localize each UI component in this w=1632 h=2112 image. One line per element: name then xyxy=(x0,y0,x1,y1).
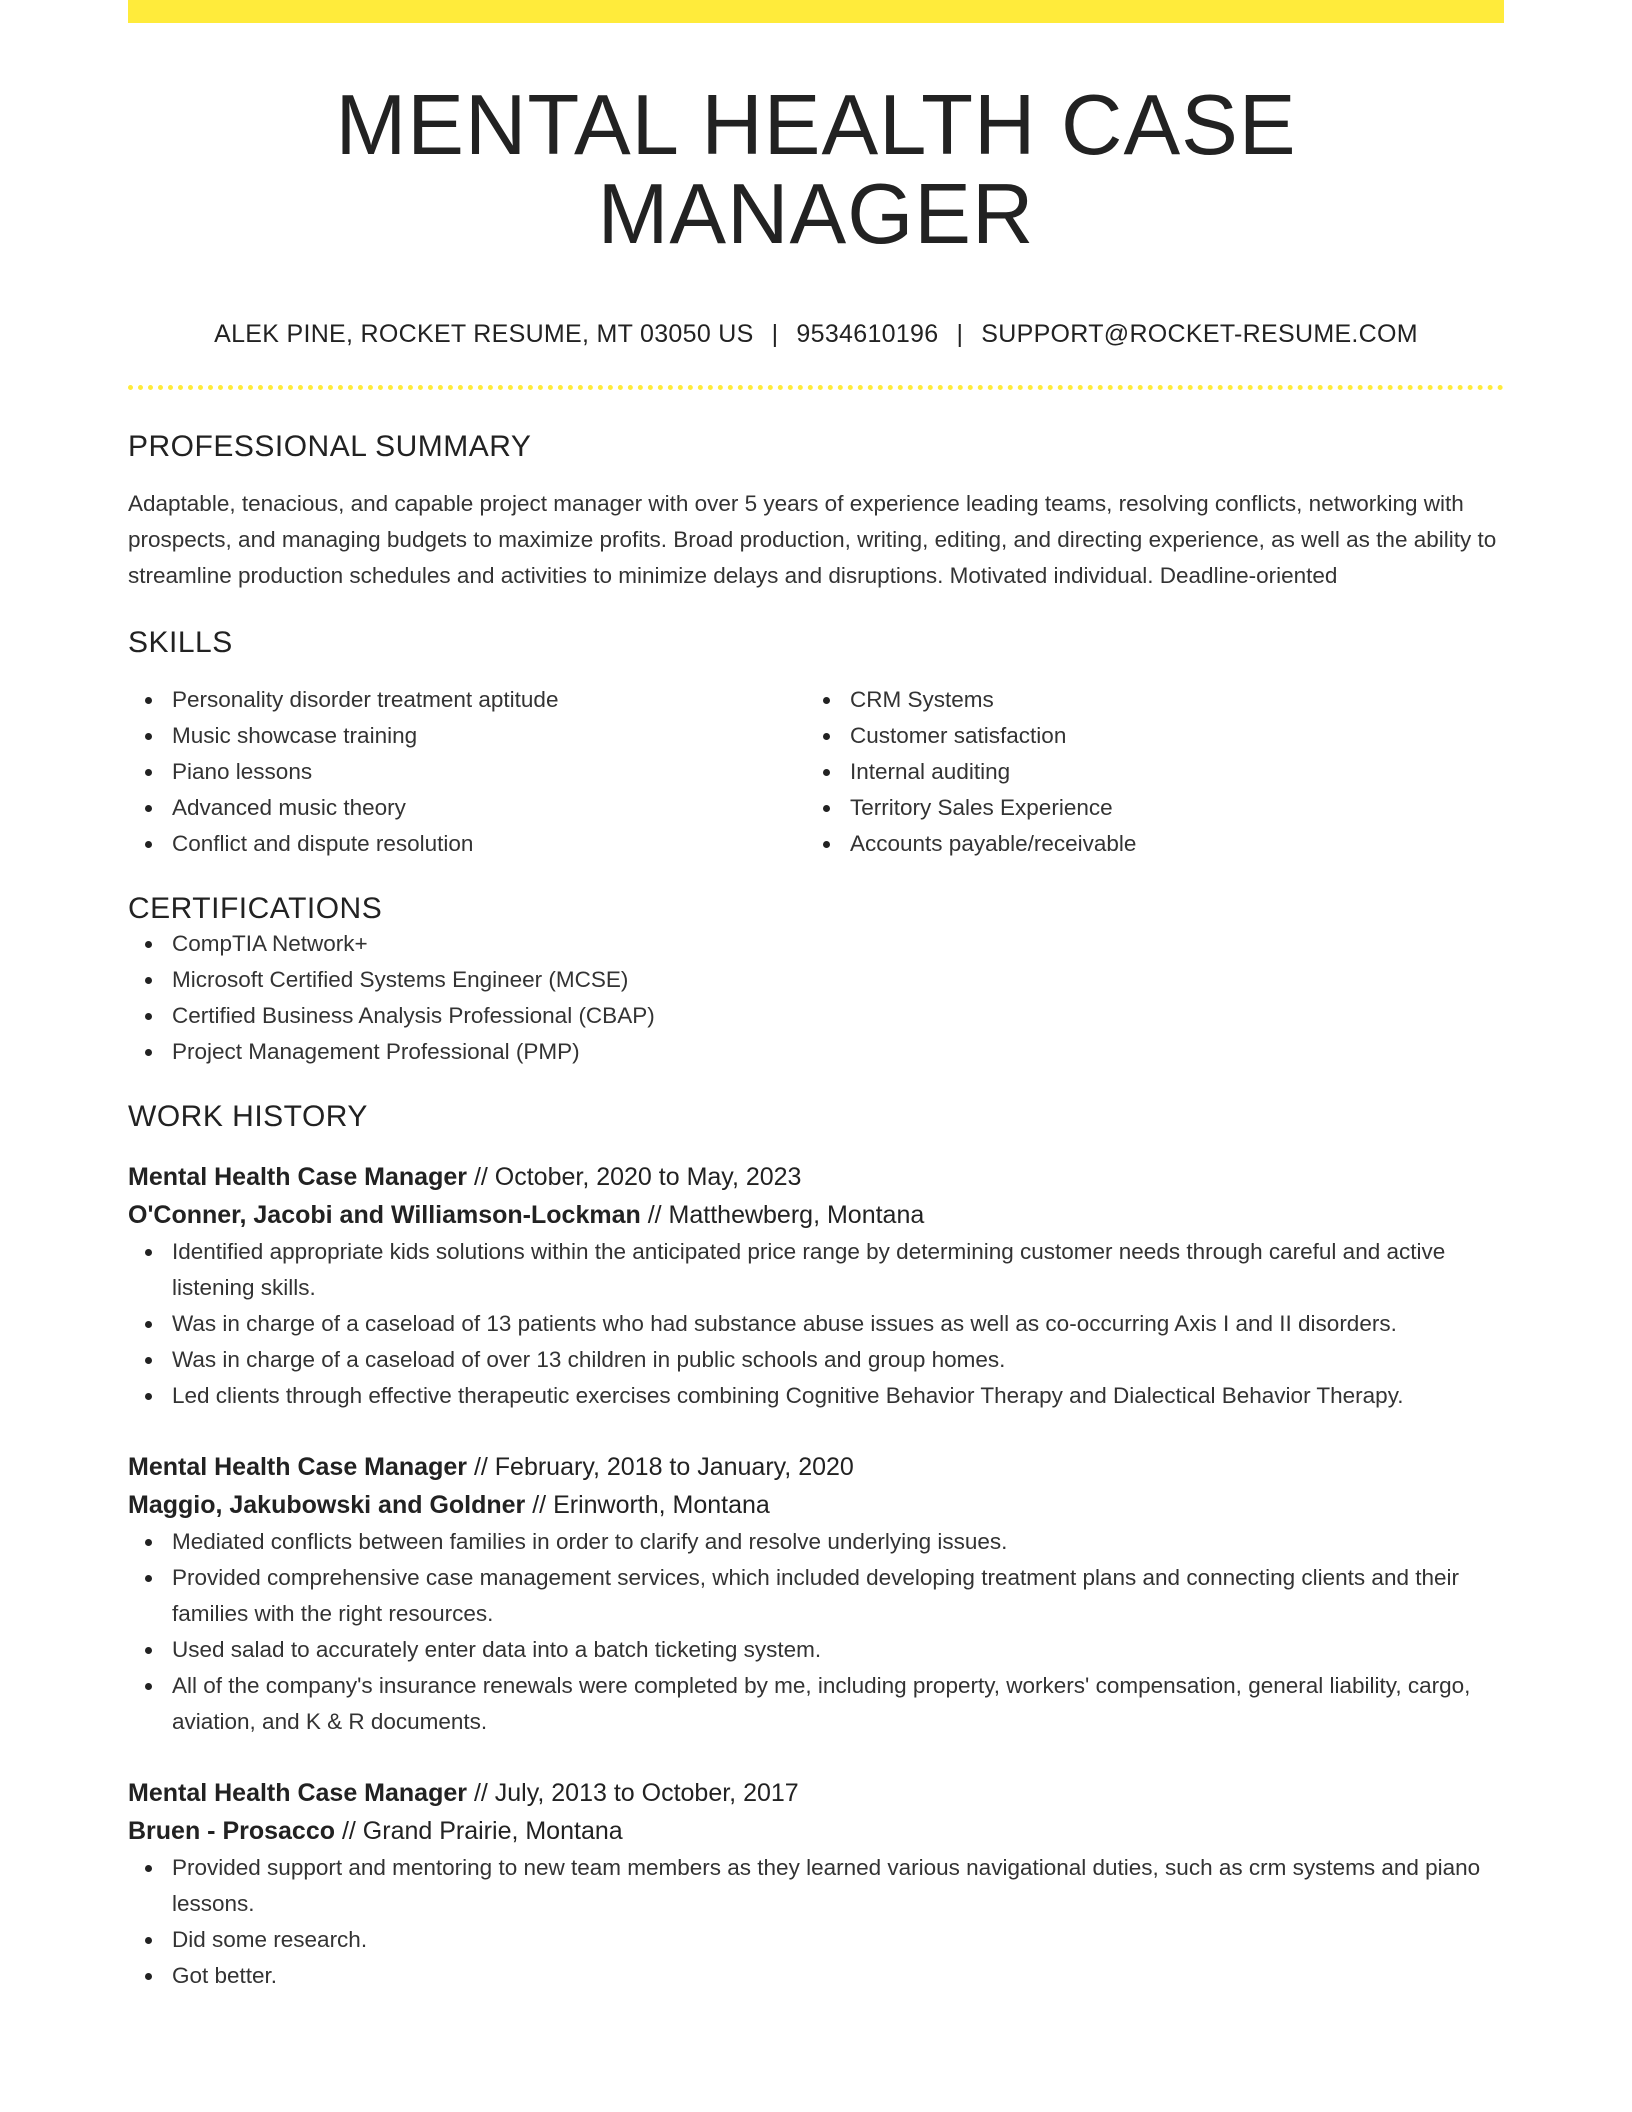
contact-address: ALEK PINE, ROCKET RESUME, MT 03050 US xyxy=(214,319,754,348)
skill-item: Territory Sales Experience xyxy=(850,790,1484,826)
job-duty: Got better. xyxy=(172,1958,1504,1994)
skill-item: Internal auditing xyxy=(850,754,1484,790)
job-duty: Identified appropriate kids solutions within the anticipated price range by determining customer needs through careful and active listening skills. xyxy=(172,1234,1504,1306)
job-duty: Did some research. xyxy=(172,1922,1504,1958)
contact-separator: | xyxy=(771,319,779,348)
job-dates: // July, 2013 to October, 2017 xyxy=(467,1778,799,1807)
resume-page xyxy=(128,0,1504,1994)
job-entry xyxy=(128,1158,1504,1414)
job-duty: Used salad to accurately enter data into a batch ticketing system. xyxy=(172,1632,1504,1668)
job-duty: Provided support and mentoring to new team members as they learned various navigational duties, such as crm systems and piano lessons. xyxy=(172,1850,1504,1922)
job-location: // Matthewberg, Montana xyxy=(640,1200,925,1229)
contact-separator: | xyxy=(956,319,964,348)
job-duties xyxy=(128,1524,1504,1740)
job-entry xyxy=(128,1448,1504,1740)
job-duties xyxy=(128,1850,1504,1994)
job-title: Mental Health Case Manager xyxy=(128,1452,467,1481)
job-dates: // February, 2018 to January, 2020 xyxy=(467,1452,854,1481)
certification-item: Microsoft Certified Systems Engineer (MCSE) xyxy=(172,962,1504,998)
skill-item: Accounts payable/receivable xyxy=(850,826,1484,862)
job-company: Bruen - Prosacco xyxy=(128,1816,336,1845)
job-title: Mental Health Case Manager xyxy=(128,1162,467,1191)
job-entry xyxy=(128,1774,1504,1994)
skill-item: Personality disorder treatment aptitude xyxy=(172,682,806,718)
skill-item: Piano lessons xyxy=(172,754,806,790)
summary-text: Adaptable, tenacious, and capable project manager with over 5 years of experience leading teams, resolving conflicts, networking with prospects, and managing budgets to maximize profits. Broad production, writing, editing, and directing experience, as well as the ability to streamline production schedules and activities to minimize delays and disruptions. Motivated individual. Deadline-oriented xyxy=(128,490,1497,588)
skills-column-right xyxy=(806,682,1484,862)
certifications-list xyxy=(128,926,1504,1070)
job-location: // Erinworth, Montana xyxy=(525,1490,770,1519)
job-duty: All of the company's insurance renewals were completed by me, including property, workers' compensation, general liability, cargo, aviation, and K & R documents. xyxy=(172,1668,1504,1740)
job-duties xyxy=(128,1234,1504,1414)
certification-item: Project Management Professional (PMP) xyxy=(172,1034,1504,1070)
job-duty: Mediated conflicts between families in order to clarify and resolve underlying issues. xyxy=(172,1524,1504,1560)
contact-phone[interactable]: 9534610196 xyxy=(796,319,939,348)
job-company-line xyxy=(128,1812,1504,1850)
job-duty: Was in charge of a caseload of 13 patients who had substance abuse issues as well as co-occurring Axis I and II disorders. xyxy=(172,1306,1504,1342)
job-duty: Was in charge of a caseload of over 13 children in public schools and group homes. xyxy=(172,1342,1504,1378)
job-dates: // October, 2020 to May, 2023 xyxy=(467,1162,802,1191)
job-duty: Led clients through effective therapeutic exercises combining Cognitive Behavior Therapy and Dialectical Behavior Therapy. xyxy=(172,1378,1504,1414)
job-company-line xyxy=(128,1486,1504,1524)
job-location: // Grand Prairie, Montana xyxy=(335,1816,623,1845)
job-company-line xyxy=(128,1196,1504,1234)
summary-heading: PROFESSIONAL SUMMARY xyxy=(128,429,532,463)
job-title-line xyxy=(128,1774,1504,1812)
certifications-heading: CERTIFICATIONS xyxy=(128,891,383,925)
skill-item: Music showcase training xyxy=(172,718,806,754)
skills-column-left xyxy=(128,682,806,862)
skill-item: Advanced music theory xyxy=(172,790,806,826)
resume-title: MENTAL HEALTH CASE MANAGER xyxy=(335,78,1297,263)
job-company: Maggio, Jakubowski and Goldner xyxy=(128,1490,526,1519)
skill-item: CRM Systems xyxy=(850,682,1484,718)
skill-item: Customer satisfaction xyxy=(850,718,1484,754)
skills-grid xyxy=(128,682,1504,862)
work-history-heading: WORK HISTORY xyxy=(128,1099,368,1133)
job-title-line xyxy=(128,1158,1504,1196)
skills-heading: SKILLS xyxy=(128,625,233,659)
accent-top-bar xyxy=(128,0,1504,23)
certification-item: Certified Business Analysis Professional (CBAP) xyxy=(172,998,1504,1034)
job-company: O'Conner, Jacobi and Williamson-Lockman xyxy=(128,1200,641,1229)
contact-line xyxy=(128,320,1504,349)
job-title: Mental Health Case Manager xyxy=(128,1778,467,1807)
skill-item: Conflict and dispute resolution xyxy=(172,826,806,862)
certification-item: CompTIA Network+ xyxy=(172,926,1504,962)
contact-email[interactable]: SUPPORT@ROCKET-RESUME.COM xyxy=(981,319,1418,348)
dotted-divider xyxy=(128,385,1504,390)
job-title-line xyxy=(128,1448,1504,1486)
job-duty: Provided comprehensive case management services, which included developing treatment plans and connecting clients and their families with the right resources. xyxy=(172,1560,1504,1632)
